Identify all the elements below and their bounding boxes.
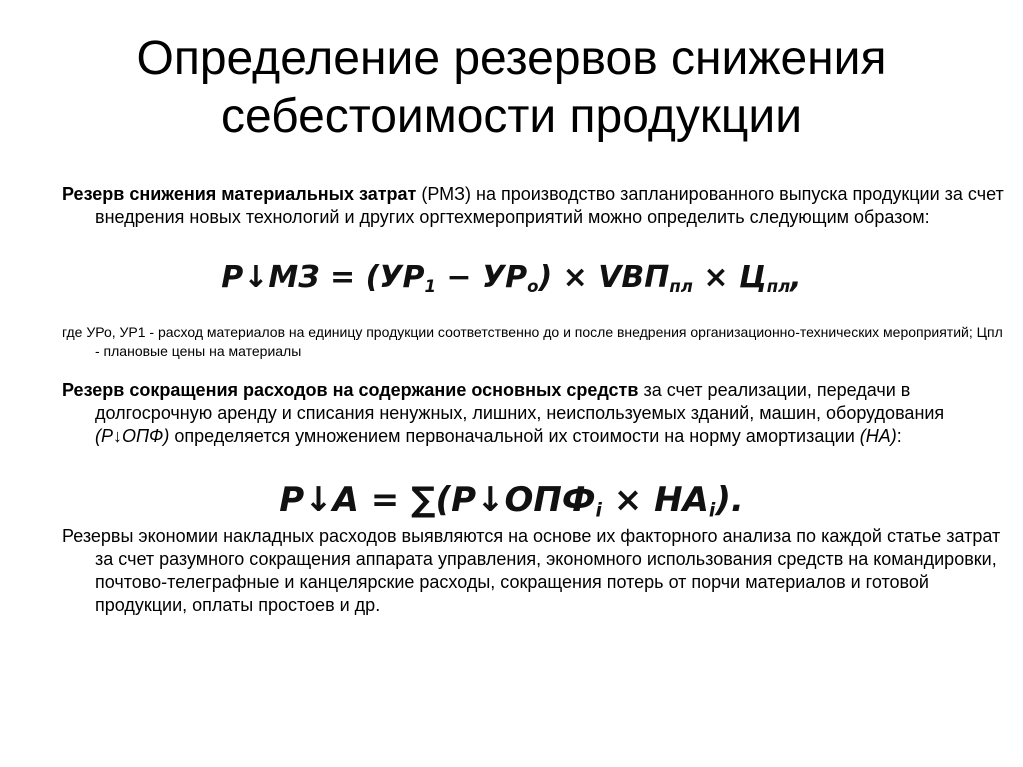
formula1-ur0: УР (481, 260, 528, 295)
formula2-na: НА (654, 480, 709, 520)
formula2-times: × (601, 480, 655, 520)
formula2-end: ). (715, 480, 744, 520)
formula1-lhs: Р↓МЗ (221, 260, 320, 295)
formula2-eq: = ∑( (358, 480, 452, 520)
formula1-vvp: VВП (598, 260, 670, 295)
formula2-opf: Р↓ОПФ (451, 480, 596, 520)
material-costs-heading: Резерв снижения материальных затрат (62, 184, 417, 204)
formula1-end: , (790, 260, 802, 295)
title-line-2: себестоимости продукции (220, 90, 803, 143)
material-reserve-formula (0, 256, 1023, 309)
fixed-assets-paragraph (62, 379, 1005, 448)
formula1-times1: ) × (538, 260, 599, 295)
page-title (0, 30, 1023, 146)
formula1-ur1-sub: 1 (424, 276, 436, 296)
formula2-lhs: Р↓А (279, 480, 359, 520)
fixed-assets-text-c: : (896, 426, 902, 446)
fixed-assets-symbol-opf: (Р↓ОПФ) (95, 426, 170, 446)
material-costs-text: (РМЗ) на производство запланированного выпуска продукции за счет внедрения новых технологий и других оргтехмероприятий можно определить следующим образом: (95, 184, 1004, 227)
formula1-ur1: УР (379, 260, 425, 295)
fixed-assets-text-b: определяется умножением первоначальной их стоимости на норму амортизации (169, 426, 860, 446)
title-line-1: Определение резервов снижения (136, 32, 887, 85)
formula1-c-sub: пл (766, 276, 791, 296)
formula2-opf-sub: i (595, 500, 602, 522)
fixed-assets-text-a: за счет реализации, передачи в долгосрочную аренду и списания ненужных, лишних, неиспользуемых зданий, машин, оборудования (95, 380, 945, 423)
fixed-assets-heading: Резерв сокращения расходов на содержание основных средств (62, 380, 639, 400)
formula1-minus: − (435, 260, 482, 295)
formula1-c: Ц (738, 260, 767, 295)
formula2-na-sub: i (708, 500, 716, 522)
formula-note: где УРо, УР1 - расход материалов на единицу продукции соответственно до и после внедрения организационно-технических мероприятий; Цпл - плановые цены на материалы (62, 324, 1003, 359)
overhead-paragraph: Резервы экономии накладных расходов выявляются на основе их факторного анализа по каждой статье затрат за счет разумного сокращения аппарата управления, экономного использования средств на командировки, почтово-телеграфные и канцелярские расходы, сокращения потерь от порчи материалов и готовой продукции, оплаты простоев и др. (62, 526, 1001, 615)
fixed-assets-symbol-na: (НА) (859, 426, 897, 446)
formula1-ur0-sub: о (527, 276, 539, 296)
formula1-times2: × (692, 260, 739, 295)
formula1-eq: = ( (319, 260, 380, 295)
material-costs-paragraph (62, 183, 1005, 229)
formula1-vvp-sub: пл (669, 276, 693, 296)
